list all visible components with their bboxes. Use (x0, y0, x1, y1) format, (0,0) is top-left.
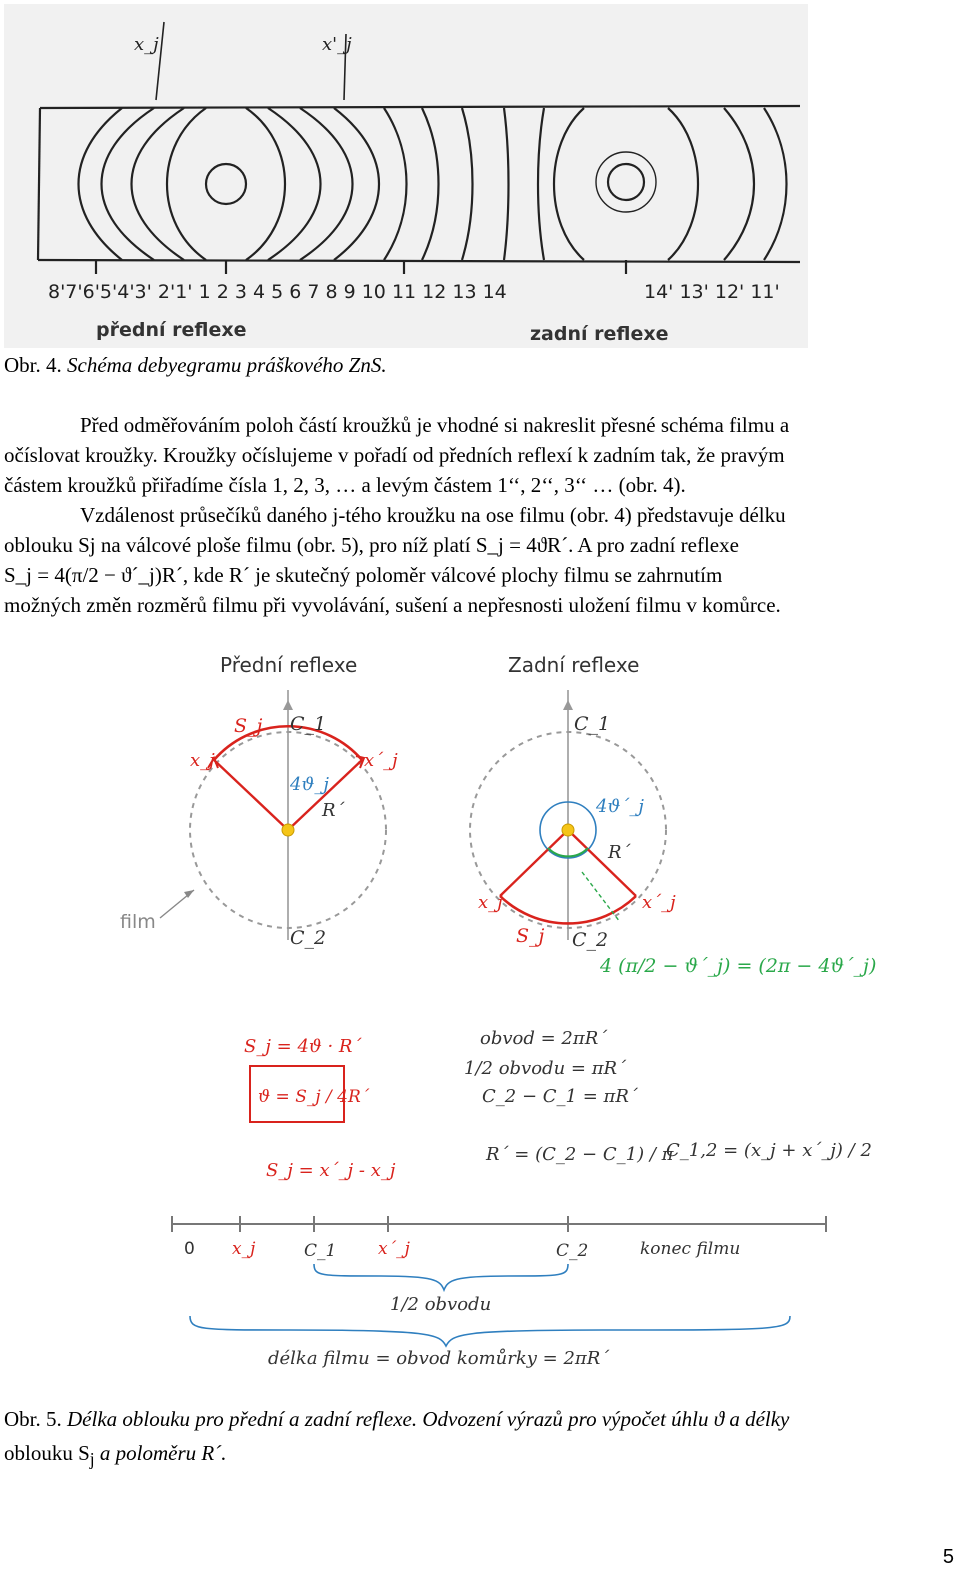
paragraph-line-2: očíslovat kroužky. Kroužky očíslujeme v pořadí od předních reflexí k zadním tak, že pravým (4, 443, 785, 467)
full-length-label: délka filmu = obvod komůrky = 2πR´ (268, 1348, 610, 1369)
figure5-caption-sub: j (89, 1449, 95, 1470)
front-c2-label: C_2 (290, 927, 327, 949)
back-radius-right (568, 830, 636, 896)
back-angle-formula: 4 (π/2 − ϑ´_j) = (2π − 4ϑ´_j) (600, 955, 877, 977)
axis-tick-end: konec filmu (640, 1239, 741, 1259)
half-brace (314, 1264, 568, 1290)
scan-front-label: přední reflexe (96, 319, 247, 341)
scan-back-label: zadní reflexe (530, 323, 669, 345)
back-xj-prime-label: x´_j (642, 892, 676, 913)
figure5-caption (4, 1406, 789, 1432)
scan-xj-prime-label: x'_j (322, 34, 352, 55)
film-label: film (120, 911, 156, 933)
figure5-caption-line2-a: oblouku S (4, 1441, 90, 1465)
figure5-caption-prefix: Obr. 5. (4, 1407, 62, 1431)
full-brace (190, 1316, 790, 1346)
paragraph-line-6: S_j = 4(π/2 − ϑ´_j)R´, kde R´ je skutečný poloměr válcové plochy filmu se zahrnutím (4, 563, 723, 587)
front-r-label: R´ (322, 800, 345, 821)
axis-tick-xj-prime: x´_j (378, 1239, 410, 1259)
body-paragraph (4, 410, 948, 620)
front-c1-label: C_1 (290, 713, 327, 735)
back-c1-label: C_1 (574, 713, 611, 735)
paragraph-line-4: Vzdálenost průsečíků daného j-tého kroužku na ose filmu (obr. 4) představuje délku (80, 503, 786, 527)
front-reflex-title: Přední reflexe (220, 653, 358, 677)
sj-equation: S_j = 4ϑ · R´ (244, 1036, 362, 1057)
paragraph-line-5: oblouku Sj na válcové ploše filmu (obr. 5), pro níž platí S_j = 4ϑR´. A pro zadní reflexe (4, 533, 739, 557)
paragraph-line-7: možných změn rozměrů filmu při vyvolávání, sušení a nepřesnosti uložení filmu v komůrce. (4, 593, 781, 617)
back-c2-label: C_2 (572, 929, 609, 951)
scan-front-numbers: 8'7'6'5'4'3' 2'1' 1 2 3 4 5 6 7 8 9 10 11 12 13 14 (48, 281, 507, 303)
figure5-caption-line2 (4, 1440, 226, 1472)
r-equation: R´ = (C_2 − C_1) / π (486, 1144, 674, 1165)
front-xj-label: x_j (190, 750, 215, 771)
back-center-dot (562, 824, 574, 836)
sj-difference: S_j = x´_j - x_j (266, 1160, 396, 1181)
figure4-caption-prefix: Obr. 4. (4, 353, 62, 377)
back-xj-label: x_j (478, 892, 503, 913)
c2-c1-equation: C_2 − C_1 = πR´ (482, 1086, 638, 1107)
page-number: 5 (942, 1546, 954, 1568)
front-sj-label: S_j (234, 715, 263, 737)
axis-tick-c2: C_2 (556, 1241, 589, 1261)
c12-equation: C_1,2 = (x_j + x´_j) / 2 (666, 1140, 872, 1161)
figure4-caption-text: Schéma debyegramu práškového ZnS. (67, 353, 387, 377)
obvod-equation: obvod = 2πR´ (480, 1028, 608, 1049)
half-obvod-label: 1/2 obvodu (390, 1294, 492, 1315)
figure5-diagram (90, 640, 880, 1380)
back-sj-label: S_j (516, 925, 545, 947)
figure5-caption-line2-b: a poloměru R´. (99, 1441, 227, 1465)
front-xj-prime-label: x´_j (364, 750, 398, 771)
debyegram-scan (4, 4, 808, 348)
front-four-theta-label: 4ϑ_j (290, 774, 329, 795)
front-radius-left (214, 760, 288, 830)
scan-xj-label: x_j (134, 34, 159, 55)
half-obvod-equation: 1/2 obvodu = πR´ (464, 1058, 627, 1079)
back-reflex-title: Zadní reflexe (508, 653, 640, 677)
back-four-theta-label: 4ϑ´_j (596, 796, 644, 817)
scan-back-numbers: 14' 13' 12' 11' (644, 281, 780, 303)
theta-equation: ϑ = S_j / 4R´ (258, 1087, 370, 1107)
front-center-dot (282, 824, 294, 836)
paragraph-line-3: částem kroužků přiřadíme čísla 1, 2, 3, … a levým částem 1‘‘, 2‘‘, 3‘‘ … (obr. 4). (4, 473, 686, 497)
axis-tick-xj: x_j (232, 1239, 256, 1259)
axis-tick-0: 0 (184, 1239, 195, 1259)
figure4-caption (4, 352, 387, 378)
back-radius-left (500, 830, 568, 896)
axis-tick-c1: C_1 (304, 1241, 337, 1261)
back-green-leader (582, 872, 620, 922)
back-r-label: R´ (608, 842, 631, 863)
figure5-caption-text: Délka oblouku pro přední a zadní reflexe. Odvození výrazů pro výpočet úhlu ϑ a délky (67, 1407, 790, 1431)
paragraph-line-1: Před odměřováním poloh částí kroužků je vhodné si nakreslit přesné schéma filmu a (80, 413, 790, 437)
